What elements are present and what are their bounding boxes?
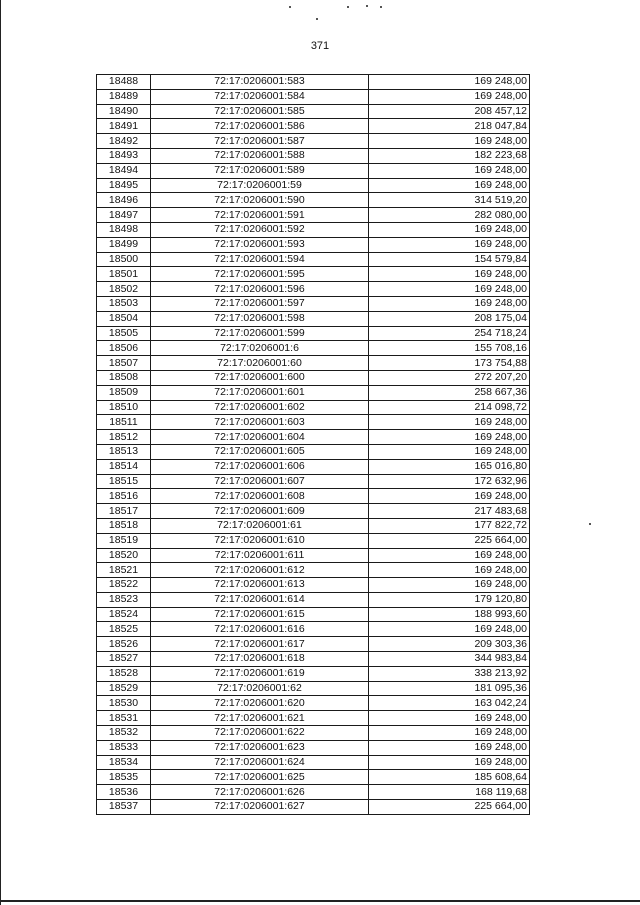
scan-speck (366, 5, 368, 7)
row-number-cell: 18511 (97, 415, 151, 430)
scan-edge-left (0, 0, 1, 905)
value-cell: 169 248,00 (369, 489, 530, 504)
cadastral-number-cell: 72:17:0206001:597 (151, 296, 369, 311)
table-row (97, 459, 530, 474)
table-row (97, 652, 530, 667)
value-cell: 179 120,80 (369, 592, 530, 607)
table-row (97, 415, 530, 430)
value-cell: 169 248,00 (369, 755, 530, 770)
cadastral-number-cell: 72:17:0206001:612 (151, 563, 369, 578)
value-cell: 344 983,84 (369, 652, 530, 667)
value-cell: 217 483,68 (369, 504, 530, 519)
table-row (97, 504, 530, 519)
row-number-cell: 18491 (97, 119, 151, 134)
value-cell: 314 519,20 (369, 193, 530, 208)
cadastral-number-cell: 72:17:0206001:610 (151, 533, 369, 548)
table-row (97, 800, 530, 815)
row-number-cell: 18494 (97, 163, 151, 178)
table-row (97, 311, 530, 326)
value-cell: 169 248,00 (369, 89, 530, 104)
cadastral-number-cell: 72:17:0206001:601 (151, 385, 369, 400)
value-cell: 163 042,24 (369, 696, 530, 711)
row-number-cell: 18536 (97, 785, 151, 800)
table-row (97, 740, 530, 755)
value-cell: 165 016,80 (369, 459, 530, 474)
cadastral-number-cell: 72:17:0206001:588 (151, 148, 369, 163)
value-cell: 169 248,00 (369, 282, 530, 297)
table-row (97, 237, 530, 252)
cadastral-number-cell: 72:17:0206001:600 (151, 370, 369, 385)
cadastral-number-cell: 72:17:0206001:587 (151, 134, 369, 149)
cadastral-number-cell: 72:17:0206001:606 (151, 459, 369, 474)
cadastral-number-cell: 72:17:0206001:625 (151, 770, 369, 785)
cadastral-number-cell: 72:17:0206001:626 (151, 785, 369, 800)
value-cell: 169 248,00 (369, 622, 530, 637)
row-number-cell: 18531 (97, 711, 151, 726)
registry-table-body (97, 75, 530, 815)
scan-speck (316, 18, 318, 20)
value-cell: 169 248,00 (369, 415, 530, 430)
row-number-cell: 18509 (97, 385, 151, 400)
value-cell: 169 248,00 (369, 237, 530, 252)
cadastral-number-cell: 72:17:0206001:609 (151, 504, 369, 519)
cadastral-number-cell: 72:17:0206001:60 (151, 356, 369, 371)
value-cell: 169 248,00 (369, 548, 530, 563)
scan-speck (380, 6, 382, 8)
row-number-cell: 18523 (97, 592, 151, 607)
table-row (97, 252, 530, 267)
table-row (97, 592, 530, 607)
row-number-cell: 18537 (97, 800, 151, 815)
cadastral-number-cell: 72:17:0206001:593 (151, 237, 369, 252)
table-row (97, 548, 530, 563)
table-row (97, 163, 530, 178)
row-number-cell: 18501 (97, 267, 151, 282)
row-number-cell: 18520 (97, 548, 151, 563)
table-row (97, 89, 530, 104)
table-row (97, 193, 530, 208)
value-cell: 154 579,84 (369, 252, 530, 267)
scan-speck (589, 523, 591, 525)
row-number-cell: 18527 (97, 652, 151, 667)
row-number-cell: 18500 (97, 252, 151, 267)
value-cell: 208 457,12 (369, 104, 530, 119)
page-number: 371 (310, 40, 330, 52)
value-cell: 169 248,00 (369, 134, 530, 149)
row-number-cell: 18488 (97, 75, 151, 90)
table-row (97, 533, 530, 548)
cadastral-number-cell: 72:17:0206001:585 (151, 104, 369, 119)
value-cell: 181 095,36 (369, 681, 530, 696)
row-number-cell: 18498 (97, 222, 151, 237)
table-row (97, 755, 530, 770)
table-row (97, 711, 530, 726)
table-row (97, 134, 530, 149)
cadastral-number-cell: 72:17:0206001:61 (151, 518, 369, 533)
registry-table (96, 74, 530, 815)
row-number-cell: 18496 (97, 193, 151, 208)
cadastral-number-cell: 72:17:0206001:592 (151, 222, 369, 237)
row-number-cell: 18514 (97, 459, 151, 474)
value-cell: 169 248,00 (369, 726, 530, 741)
row-number-cell: 18534 (97, 755, 151, 770)
cadastral-number-cell: 72:17:0206001:591 (151, 208, 369, 223)
cadastral-number-cell: 72:17:0206001:598 (151, 311, 369, 326)
table-row (97, 356, 530, 371)
row-number-cell: 18524 (97, 607, 151, 622)
cadastral-number-cell: 72:17:0206001:624 (151, 755, 369, 770)
row-number-cell: 18515 (97, 474, 151, 489)
value-cell: 169 248,00 (369, 75, 530, 90)
table-row (97, 770, 530, 785)
value-cell: 169 248,00 (369, 178, 530, 193)
cadastral-number-cell: 72:17:0206001:583 (151, 75, 369, 90)
row-number-cell: 18508 (97, 370, 151, 385)
cadastral-number-cell: 72:17:0206001:602 (151, 400, 369, 415)
value-cell: 214 098,72 (369, 400, 530, 415)
table-row (97, 282, 530, 297)
value-cell: 254 718,24 (369, 326, 530, 341)
row-number-cell: 18489 (97, 89, 151, 104)
cadastral-number-cell: 72:17:0206001:589 (151, 163, 369, 178)
cadastral-number-cell: 72:17:0206001:594 (151, 252, 369, 267)
table-row (97, 430, 530, 445)
table-row (97, 326, 530, 341)
value-cell: 169 248,00 (369, 444, 530, 459)
cadastral-number-cell: 72:17:0206001:617 (151, 637, 369, 652)
table-row (97, 696, 530, 711)
table-row (97, 104, 530, 119)
row-number-cell: 18507 (97, 356, 151, 371)
cadastral-number-cell: 72:17:0206001:604 (151, 430, 369, 445)
row-number-cell: 18517 (97, 504, 151, 519)
row-number-cell: 18492 (97, 134, 151, 149)
cadastral-number-cell: 72:17:0206001:599 (151, 326, 369, 341)
value-cell: 169 248,00 (369, 740, 530, 755)
row-number-cell: 18521 (97, 563, 151, 578)
value-cell: 208 175,04 (369, 311, 530, 326)
row-number-cell: 18490 (97, 104, 151, 119)
table-row (97, 208, 530, 223)
row-number-cell: 18503 (97, 296, 151, 311)
cadastral-number-cell: 72:17:0206001:611 (151, 548, 369, 563)
value-cell: 169 248,00 (369, 563, 530, 578)
value-cell: 188 993,60 (369, 607, 530, 622)
cadastral-number-cell: 72:17:0206001:586 (151, 119, 369, 134)
scan-speck (289, 6, 291, 8)
cadastral-number-cell: 72:17:0206001:595 (151, 267, 369, 282)
value-cell: 172 632,96 (369, 474, 530, 489)
row-number-cell: 18535 (97, 770, 151, 785)
cadastral-number-cell: 72:17:0206001:615 (151, 607, 369, 622)
table-row (97, 296, 530, 311)
cadastral-number-cell: 72:17:0206001:623 (151, 740, 369, 755)
value-cell: 282 080,00 (369, 208, 530, 223)
table-row (97, 726, 530, 741)
table-row (97, 148, 530, 163)
table-row (97, 119, 530, 134)
row-number-cell: 18522 (97, 578, 151, 593)
table-row (97, 474, 530, 489)
row-number-cell: 18526 (97, 637, 151, 652)
cadastral-number-cell: 72:17:0206001:613 (151, 578, 369, 593)
value-cell: 225 664,00 (369, 533, 530, 548)
row-number-cell: 18516 (97, 489, 151, 504)
table-row (97, 578, 530, 593)
row-number-cell: 18532 (97, 726, 151, 741)
row-number-cell: 18530 (97, 696, 151, 711)
table-row (97, 607, 530, 622)
cadastral-number-cell: 72:17:0206001:622 (151, 726, 369, 741)
table-row (97, 518, 530, 533)
value-cell: 169 248,00 (369, 430, 530, 445)
row-number-cell: 18510 (97, 400, 151, 415)
cadastral-number-cell: 72:17:0206001:618 (151, 652, 369, 667)
row-number-cell: 18513 (97, 444, 151, 459)
cadastral-number-cell: 72:17:0206001:627 (151, 800, 369, 815)
row-number-cell: 18499 (97, 237, 151, 252)
value-cell: 173 754,88 (369, 356, 530, 371)
value-cell: 177 822,72 (369, 518, 530, 533)
table-row (97, 622, 530, 637)
table-row (97, 785, 530, 800)
value-cell: 185 608,64 (369, 770, 530, 785)
value-cell: 169 248,00 (369, 267, 530, 282)
table-row (97, 75, 530, 90)
table-row (97, 370, 530, 385)
cadastral-number-cell: 72:17:0206001:621 (151, 711, 369, 726)
cadastral-number-cell: 72:17:0206001:596 (151, 282, 369, 297)
value-cell: 218 047,84 (369, 119, 530, 134)
value-cell: 272 207,20 (369, 370, 530, 385)
cadastral-number-cell: 72:17:0206001:620 (151, 696, 369, 711)
table-row (97, 637, 530, 652)
row-number-cell: 18533 (97, 740, 151, 755)
table-row (97, 563, 530, 578)
scan-edge-bottom (0, 900, 640, 902)
cadastral-number-cell: 72:17:0206001:605 (151, 444, 369, 459)
table-row (97, 222, 530, 237)
row-number-cell: 18504 (97, 311, 151, 326)
table-row (97, 267, 530, 282)
value-cell: 225 664,00 (369, 800, 530, 815)
row-number-cell: 18519 (97, 533, 151, 548)
row-number-cell: 18525 (97, 622, 151, 637)
cadastral-number-cell: 72:17:0206001:607 (151, 474, 369, 489)
cadastral-number-cell: 72:17:0206001:616 (151, 622, 369, 637)
value-cell: 258 667,36 (369, 385, 530, 400)
value-cell: 182 223,68 (369, 148, 530, 163)
cadastral-number-cell: 72:17:0206001:59 (151, 178, 369, 193)
value-cell: 169 248,00 (369, 222, 530, 237)
value-cell: 169 248,00 (369, 163, 530, 178)
table-row (97, 178, 530, 193)
value-cell: 169 248,00 (369, 711, 530, 726)
value-cell: 338 213,92 (369, 666, 530, 681)
table-row (97, 444, 530, 459)
row-number-cell: 18493 (97, 148, 151, 163)
value-cell: 169 248,00 (369, 578, 530, 593)
cadastral-number-cell: 72:17:0206001:619 (151, 666, 369, 681)
table-row (97, 385, 530, 400)
row-number-cell: 18495 (97, 178, 151, 193)
scan-speck (347, 6, 349, 8)
row-number-cell: 18529 (97, 681, 151, 696)
row-number-cell: 18502 (97, 282, 151, 297)
row-number-cell: 18528 (97, 666, 151, 681)
row-number-cell: 18512 (97, 430, 151, 445)
cadastral-number-cell: 72:17:0206001:584 (151, 89, 369, 104)
cadastral-number-cell: 72:17:0206001:62 (151, 681, 369, 696)
row-number-cell: 18497 (97, 208, 151, 223)
cadastral-number-cell: 72:17:0206001:603 (151, 415, 369, 430)
table-row (97, 681, 530, 696)
table-row (97, 400, 530, 415)
table-row (97, 666, 530, 681)
row-number-cell: 18518 (97, 518, 151, 533)
value-cell: 155 708,16 (369, 341, 530, 356)
value-cell: 209 303,36 (369, 637, 530, 652)
cadastral-number-cell: 72:17:0206001:614 (151, 592, 369, 607)
cadastral-number-cell: 72:17:0206001:590 (151, 193, 369, 208)
row-number-cell: 18505 (97, 326, 151, 341)
cadastral-number-cell: 72:17:0206001:6 (151, 341, 369, 356)
value-cell: 168 119,68 (369, 785, 530, 800)
row-number-cell: 18506 (97, 341, 151, 356)
table-row (97, 489, 530, 504)
value-cell: 169 248,00 (369, 296, 530, 311)
table-row (97, 341, 530, 356)
cadastral-number-cell: 72:17:0206001:608 (151, 489, 369, 504)
